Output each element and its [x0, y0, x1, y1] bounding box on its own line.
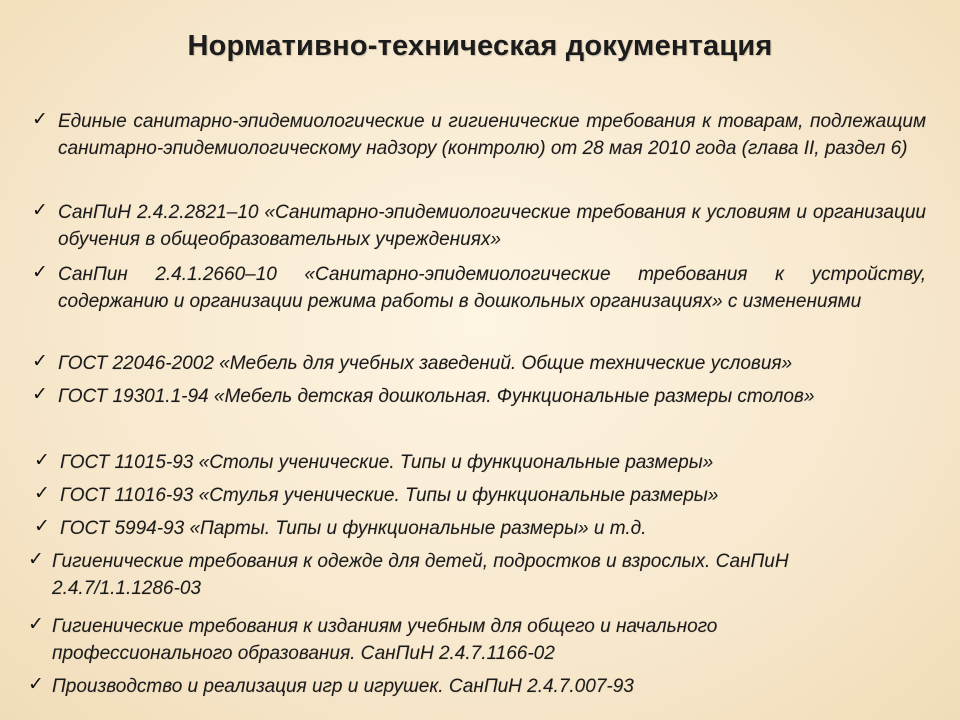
checkmark-icon: ✓	[34, 482, 50, 504]
checkmark-icon: ✓	[32, 383, 48, 405]
list-item-text: ГОСТ 11016-93 «Стулья ученические. Типы и функциональные размеры»	[60, 485, 719, 506]
checkmark-icon: ✓	[32, 261, 48, 283]
list-item-text: ГОСТ 22046-2002 «Мебель для учебных заведений. Общие технические условия»	[58, 353, 793, 374]
list-item-text: Гигиенические требования к одежде для детей, подростков и взрослых. СанПиН 2.4.7/1.1.1286-03	[52, 551, 789, 599]
checkmark-icon: ✓	[32, 108, 48, 130]
checkmark-icon: ✓	[34, 449, 50, 471]
checkmark-icon: ✓	[32, 350, 48, 372]
checkmark-icon: ✓	[34, 515, 50, 537]
slide-title: Нормативно-техническая документация	[187, 30, 773, 62]
checkmark-icon: ✓	[28, 673, 44, 695]
list-item-text: Производство и реализация игр и игрушек. СанПиН 2.4.7.007-93	[52, 676, 634, 697]
list-item-text: СанПиН 2.4.2.2821–10 «Санитарно-эпидемиологические требования к условиям и организации обучения в общеобразовательных учреждениях»	[58, 202, 926, 250]
list-item-text: Единые санитарно-эпидемиологические и гигиенические требования к товарам, подлежащим санитарно-эпидемиологическому надзору (контролю) от 28 мая 2010 года (глава II, раздел 6)	[58, 111, 926, 159]
checkmark-icon: ✓	[28, 613, 44, 635]
list-item-text: ГОСТ 5994-93 «Парты. Типы и функциональные размеры» и т.д.	[60, 518, 647, 539]
checkmark-icon: ✓	[32, 199, 48, 221]
list-item-text: ГОСТ 11015-93 «Столы ученические. Типы и функциональные размеры»	[60, 452, 714, 473]
list-item-text: ГОСТ 19301.1-94 «Мебель детская дошкольная. Функциональные размеры столов»	[58, 386, 815, 407]
list-item-text: Гигиенические требования к изданиям учебным для общего и начального профессионального образования. СанПиН 2.4.7.1166-02	[52, 616, 718, 664]
list-item-text: СанПин 2.4.1.2660–10 «Санитарно-эпидемиологические требования к устройству, содержанию и организации режима работы в дошкольных организациях» с изменениями	[58, 264, 926, 312]
checkmark-icon: ✓	[28, 548, 44, 570]
